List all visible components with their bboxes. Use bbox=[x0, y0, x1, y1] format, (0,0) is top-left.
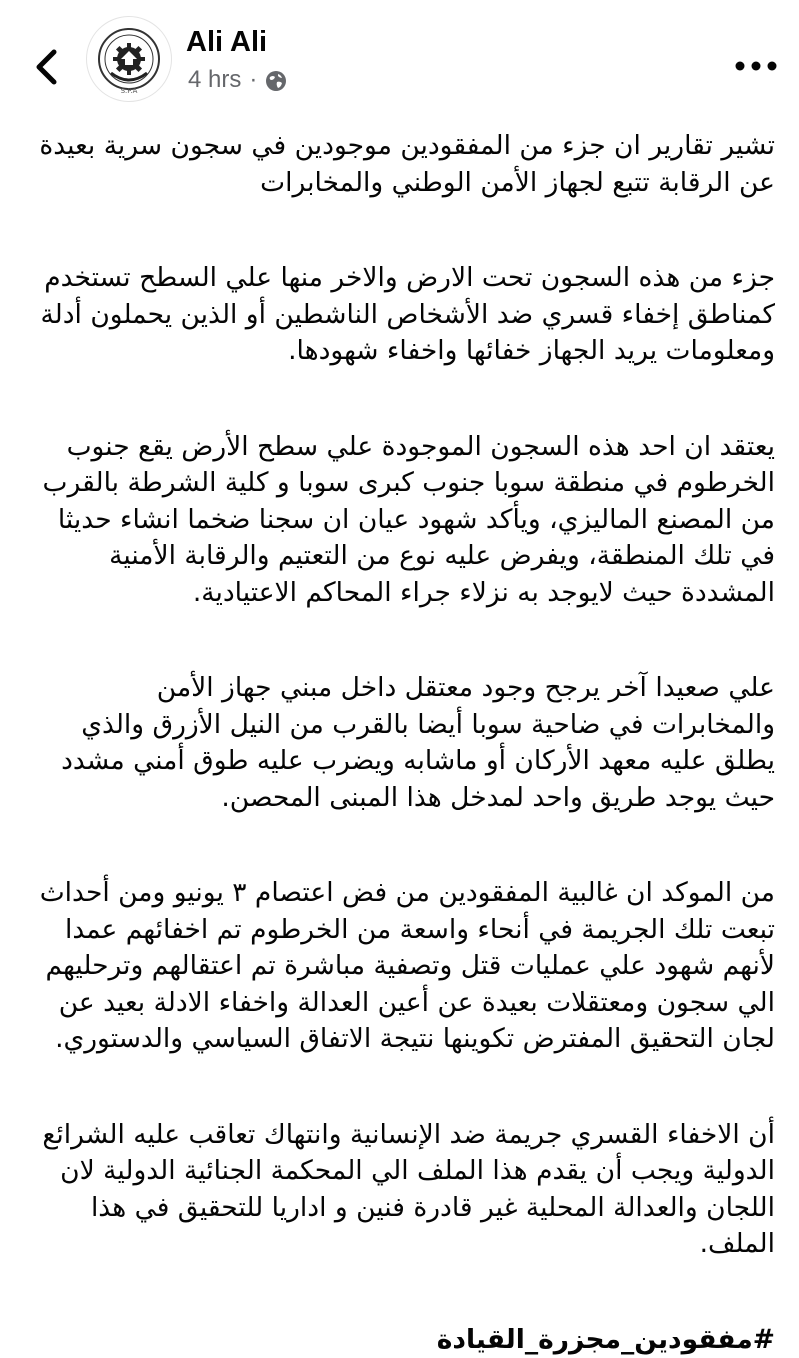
globe-icon bbox=[265, 70, 287, 92]
hashtag-link[interactable]: #مفقودين_مجزرة_القيادة bbox=[30, 1322, 775, 1358]
post-paragraph: أن الاخفاء القسري جريمة ضد الإنسانية وانتهاك تعاقب عليه الشرائع الدولية ويجب أن يقدم هذا الملف الي المحكمة الجنائية الدولية لان اللجان والعدالة المحلية غير قادرة فنين و اداريا للتحقيق في هذا الملف. bbox=[30, 1117, 775, 1263]
post-paragraph: يعتقد ان احد هذه السجون الموجودة علي سطح الأرض يقع جنوب الخرطوم في منطقة سوبا جنوب كبرى سوبا و كلية الشرطة بالقرب من المصنع الماليزي، ويأكد شهود عيان ان سجنا ضخما انشاء حديثا في تلك المنطقة، ويفرض عليه نوع من التعتيم والرقابة الأمنية المشددة حيث لايوجد به نزلاء جراء المحاكم الاعتيادية. bbox=[30, 429, 775, 612]
post-header bbox=[0, 0, 799, 130]
post-paragraph: جزء من هذه السجون تحت الارض والاخر منها علي السطح تستخدم كمناطق إخفاء قسري ضد الأشخاص الناشطين أو الذين يحملون أدلة ومعلومات يريد الجهاز خفائها واخفاء شهودها. bbox=[30, 260, 775, 370]
chevron-left-icon bbox=[32, 48, 62, 86]
more-horizontal-icon bbox=[734, 60, 778, 72]
post-paragraph: من الموكد ان غالبية المفقودين من فض اعتصام ٣ يونيو ومن أحداث تبعت تلك الجريمة في أنحاء واسعة من الخرطوم تم اخفائهم عمدا لأنهم شهود علي عمليات قتل وتصفية مباشرة تم اعتقالهم وترحليهم الي سجون ومعتقلات بعيدة عن أعين العدالة واخفاء الادلة بعيد عن لجان التحقيق المفترض تكوينها نتيجة الاتفاق السياسي والدستوري. bbox=[30, 875, 775, 1058]
organization-logo bbox=[87, 17, 171, 101]
post-paragraph: تشير تقارير ان جزء من المفقودين موجودين في سجون سرية بعيدة عن الرقابة تتبع لجهاز الأمن الوطني والمخابرات bbox=[30, 128, 775, 201]
more-options-button[interactable] bbox=[728, 46, 784, 86]
meta-separator: · bbox=[249, 66, 257, 94]
avatar[interactable] bbox=[86, 16, 172, 102]
back-button[interactable] bbox=[22, 42, 72, 92]
post-author-name[interactable]: Ali Ali bbox=[186, 26, 267, 59]
post-body bbox=[30, 128, 775, 1358]
post-meta bbox=[188, 66, 287, 94]
post-paragraph: علي صعيدا آخر يرجح وجود معتقل داخل مبني جهاز الأمن والمخابرات في ضاحية سوبا أيضا بالقرب من النيل الأزرق والذي يطلق عليه معهد الأركان أو ماشابه ويضرب عليه طوق أمني مشدد حيث يوجد طريق واحد لمدخل هذا المبنى المحصن. bbox=[30, 670, 775, 816]
svg-text:S.P.A: S.P.A bbox=[121, 87, 138, 95]
post-timestamp[interactable]: 4 hrs bbox=[188, 66, 241, 94]
